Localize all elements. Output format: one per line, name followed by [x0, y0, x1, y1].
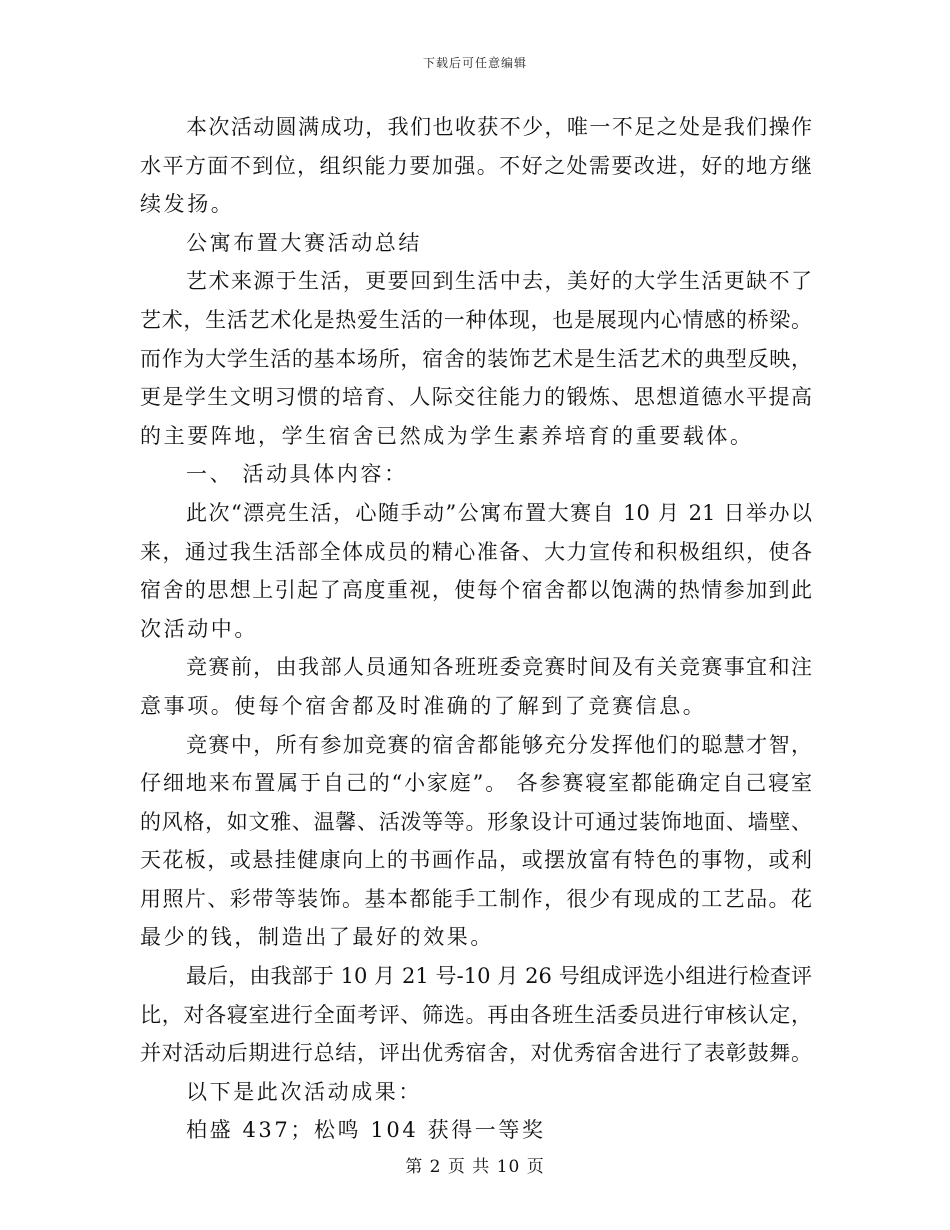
- paragraph-line: 意事项。使每个宿舍都及时准确的了解到了竞赛信息。: [140, 693, 707, 718]
- paragraph-line: 柏盛 437；松鸣 104 获得一等奖: [186, 1118, 546, 1143]
- paragraph-line: 竞赛中，所有参加竞赛的宿舍都能够充分发挥他们的聪慧才智，: [186, 732, 812, 757]
- paragraph-line: 天花板，或悬挂健康向上的书画作品，或摆放富有特色的事物，或利: [140, 848, 812, 873]
- header-note: 下载后可任意编辑: [422, 56, 527, 70]
- paragraph-line: 此次“漂亮生活，心随手动”公寓布置大赛自 10 月 21 日举办以: [186, 500, 812, 525]
- paragraph-line: 续发扬。: [140, 192, 235, 217]
- paragraph-line: 宿舍的思想上引起了高度重视，使每个宿舍都以饱满的热情参加到此: [140, 578, 812, 603]
- paragraph-line: 来，通过我生活部全体成员的精心准备、大力宣传和积极组织，使各: [140, 539, 812, 564]
- paragraph-line: 水平方面不到位，组织能力要加强。不好之处需要改进，好的地方继: [140, 153, 812, 178]
- paragraph-line: 的风格，如文雅、温馨、活泼等等。形象设计可通过装饰地面、墙壁、: [140, 809, 812, 834]
- paragraph-line: 本次活动圆满成功，我们也收获不少，唯一不足之处是我们操作: [186, 115, 812, 139]
- paragraph-line: 艺术，生活艺术化是热爱生活的一种体现，也是展现内心情感的桥梁。: [140, 307, 812, 332]
- section-heading: 一、 活动具体内容：: [186, 462, 408, 487]
- section-title: 公寓布置大赛活动总结: [186, 230, 422, 255]
- paragraph-line: 最少的钱，制造出了最好的效果。: [140, 925, 494, 950]
- paragraph-line: 竞赛前，由我部人员通知各班班委竞赛时间及有关竞赛事宜和注: [186, 655, 812, 680]
- paragraph-line: 的主要阵地，学生宿舍已然成为学生素养培育的重要载体。: [140, 423, 754, 448]
- paragraph-line: 比，对各寝室进行全面考评、筛选。再由各班生活委员进行审核认定，: [140, 1002, 812, 1027]
- paragraph-line: 更是学生文明习惯的培育、人际交往能力的锻炼、思想道德水平提高: [140, 385, 812, 410]
- paragraph-line: 以下是此次活动成果：: [186, 1079, 422, 1104]
- paragraph-line: 次活动中。: [140, 616, 258, 641]
- paragraph-line: 艺术来源于生活，更要回到生活中去，美好的大学生活更缺不了: [186, 269, 812, 294]
- paragraph-line: 仔细地来布置属于自己的“小家庭”。 各参赛寝室都能确定自己寝室: [140, 771, 812, 796]
- document-body: [140, 108, 812, 1150]
- paragraph-line: 用照片、彩带等装饰。基本都能手工制作，很少有现成的工艺品。花: [140, 886, 812, 911]
- paragraph-line: 并对活动后期进行总结，评出优秀宿舍，对优秀宿舍进行了表彰鼓舞。: [140, 1041, 812, 1066]
- paragraph-line: 最后，由我部于 10 月 21 号-10 月 26 号组成评选小组进行检查评: [186, 964, 812, 989]
- page-number: 第 2 页 共 10 页: [405, 1157, 545, 1177]
- paragraph-line: 而作为大学生活的基本场所，宿舍的装饰艺术是生活艺术的典型反映，: [140, 346, 812, 371]
